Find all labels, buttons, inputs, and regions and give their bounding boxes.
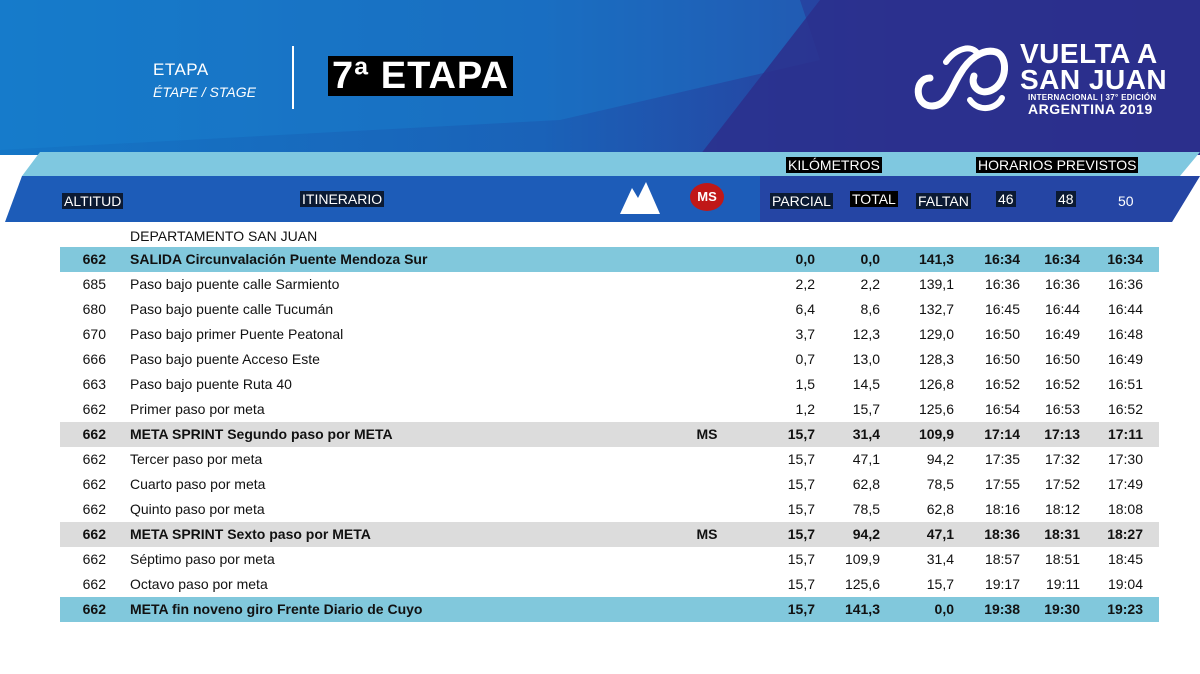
parcial-km-cell: 3,7 bbox=[795, 326, 815, 342]
table-row bbox=[60, 522, 1159, 547]
itinerary-cell: Primer paso por meta bbox=[130, 401, 265, 417]
parcial-km-cell: 2,2 bbox=[795, 276, 815, 292]
itinerary-cell: META SPRINT Sexto paso por META bbox=[130, 526, 371, 542]
altitude-cell: 663 bbox=[82, 376, 106, 392]
itinerary-cell: META SPRINT Segundo paso por META bbox=[130, 426, 393, 442]
parcial-km-cell: 15,7 bbox=[787, 451, 815, 467]
time-46-cell: 19:38 bbox=[984, 601, 1020, 617]
table-row bbox=[60, 397, 1159, 422]
total-km-cell: 62,8 bbox=[852, 476, 880, 492]
time-48-cell: 16:53 bbox=[1044, 401, 1080, 417]
time-46-cell: 19:17 bbox=[984, 576, 1020, 592]
time-50-cell: 16:51 bbox=[1107, 376, 1143, 392]
parcial-km-cell: 15,7 bbox=[787, 601, 815, 617]
altitude-cell: 662 bbox=[82, 576, 106, 592]
total-km-cell: 13,0 bbox=[852, 351, 880, 367]
parcial-km-cell: 15,7 bbox=[787, 501, 815, 517]
time-46-cell: 17:55 bbox=[984, 476, 1020, 492]
faltan-km-cell: 47,1 bbox=[926, 526, 954, 542]
time-50-cell: 18:08 bbox=[1107, 501, 1143, 517]
faltan-km-cell: 78,5 bbox=[926, 476, 954, 492]
faltan-km-cell: 141,3 bbox=[918, 251, 954, 267]
itinerario-heading: ITINERARIO bbox=[302, 191, 383, 207]
itinerary-cell: Octavo paso por meta bbox=[130, 576, 268, 592]
altitude-cell: 670 bbox=[82, 326, 106, 342]
altitude-cell: 685 bbox=[82, 276, 106, 292]
faltan-km-cell: 109,9 bbox=[918, 426, 954, 442]
horario-46-heading: 46 bbox=[998, 191, 1014, 207]
itinerary-cell: Quinto paso por meta bbox=[130, 501, 265, 517]
etapa-label: ETAPA bbox=[153, 60, 209, 79]
logo-line-4: ARGENTINA 2019 bbox=[1028, 101, 1153, 117]
total-km-cell: 47,1 bbox=[852, 451, 880, 467]
time-48-cell: 16:44 bbox=[1044, 301, 1080, 317]
faltan-km-cell: 15,7 bbox=[926, 576, 954, 592]
time-46-cell: 16:52 bbox=[984, 376, 1020, 392]
parcial-km-cell: 0,0 bbox=[795, 251, 815, 267]
time-50-cell: 16:36 bbox=[1107, 276, 1143, 292]
altitude-cell: 662 bbox=[82, 551, 106, 567]
time-50-cell: 17:11 bbox=[1107, 426, 1143, 442]
table-row bbox=[60, 597, 1159, 622]
altitude-cell: 680 bbox=[82, 301, 106, 317]
altitude-cell: 662 bbox=[82, 501, 106, 517]
parcial-km-cell: 15,7 bbox=[787, 526, 815, 542]
faltan-heading: FALTAN bbox=[918, 193, 969, 209]
itinerary-cell: Paso bajo puente Ruta 40 bbox=[130, 376, 292, 392]
stage-title: 7ª ETAPA bbox=[328, 56, 513, 96]
parcial-km-cell: 0,7 bbox=[795, 351, 815, 367]
table-row bbox=[60, 347, 1159, 372]
altitude-cell: 662 bbox=[82, 526, 106, 542]
total-km-cell: 2,2 bbox=[860, 276, 880, 292]
time-50-cell: 18:27 bbox=[1107, 526, 1143, 542]
stage-header bbox=[0, 0, 1200, 155]
time-46-cell: 16:45 bbox=[984, 301, 1020, 317]
table-row bbox=[60, 572, 1159, 597]
altitude-cell: 662 bbox=[82, 426, 106, 442]
time-48-cell: 19:30 bbox=[1044, 601, 1080, 617]
time-50-cell: 16:44 bbox=[1107, 301, 1143, 317]
time-50-cell: 17:30 bbox=[1107, 451, 1143, 467]
time-50-cell: 16:34 bbox=[1107, 251, 1143, 267]
parcial-km-cell: 15,7 bbox=[787, 426, 815, 442]
table-row bbox=[60, 297, 1159, 322]
time-48-cell: 18:12 bbox=[1044, 501, 1080, 517]
parcial-heading: PARCIAL bbox=[772, 193, 831, 209]
meta-sprint-badge: MS bbox=[690, 183, 724, 211]
altitude-cell: 662 bbox=[82, 451, 106, 467]
department-label: DEPARTAMENTO SAN JUAN bbox=[130, 228, 318, 244]
parcial-km-cell: 15,7 bbox=[787, 551, 815, 567]
time-50-cell: 19:04 bbox=[1107, 576, 1143, 592]
total-km-cell: 125,6 bbox=[844, 576, 880, 592]
total-km-cell: 0,0 bbox=[860, 251, 880, 267]
table-row bbox=[60, 372, 1159, 397]
table-row bbox=[60, 247, 1159, 272]
horario-48-heading: 48 bbox=[1058, 191, 1074, 207]
horarios-previstos-heading: HORARIOS PREVISTOS bbox=[978, 157, 1137, 173]
itinerary-cell: Tercer paso por meta bbox=[130, 451, 263, 467]
etapa-subtitle: ÉTAPE / STAGE bbox=[153, 84, 256, 100]
table-row bbox=[60, 472, 1159, 497]
faltan-km-cell: 126,8 bbox=[918, 376, 954, 392]
faltan-km-cell: 129,0 bbox=[918, 326, 954, 342]
altitude-cell: 662 bbox=[82, 476, 106, 492]
table-row bbox=[60, 547, 1159, 572]
parcial-km-cell: 15,7 bbox=[787, 476, 815, 492]
total-km-cell: 31,4 bbox=[852, 426, 880, 442]
total-km-cell: 14,5 bbox=[852, 376, 880, 392]
total-km-cell: 8,6 bbox=[860, 301, 880, 317]
time-48-cell: 16:49 bbox=[1044, 326, 1080, 342]
time-46-cell: 16:54 bbox=[984, 401, 1020, 417]
time-48-cell: 17:52 bbox=[1044, 476, 1080, 492]
altitude-cell: 662 bbox=[82, 401, 106, 417]
time-48-cell: 16:34 bbox=[1044, 251, 1080, 267]
time-50-cell: 19:23 bbox=[1107, 601, 1143, 617]
time-48-cell: 18:31 bbox=[1044, 526, 1080, 542]
itinerary-cell: Paso bajo puente calle Tucumán bbox=[130, 301, 334, 317]
time-46-cell: 18:16 bbox=[984, 501, 1020, 517]
cycling-wheel-logo-icon bbox=[912, 38, 1012, 116]
time-48-cell: 16:50 bbox=[1044, 351, 1080, 367]
time-46-cell: 18:36 bbox=[984, 526, 1020, 542]
faltan-km-cell: 139,1 bbox=[918, 276, 954, 292]
faltan-km-cell: 132,7 bbox=[918, 301, 954, 317]
time-48-cell: 16:36 bbox=[1044, 276, 1080, 292]
horario-50-heading: 50 bbox=[1118, 193, 1134, 209]
altitude-cell: 662 bbox=[82, 251, 106, 267]
faltan-km-cell: 62,8 bbox=[926, 501, 954, 517]
itinerary-cell: Cuarto paso por meta bbox=[130, 476, 266, 492]
time-50-cell: 16:49 bbox=[1107, 351, 1143, 367]
total-km-cell: 94,2 bbox=[852, 526, 880, 542]
total-km-cell: 12,3 bbox=[852, 326, 880, 342]
faltan-km-cell: 94,2 bbox=[926, 451, 954, 467]
altitude-cell: 662 bbox=[82, 601, 106, 617]
itinerary-cell: Paso bajo puente Acceso Este bbox=[130, 351, 320, 367]
time-50-cell: 16:48 bbox=[1107, 326, 1143, 342]
itinerary-cell: Paso bajo puente calle Sarmiento bbox=[130, 276, 340, 292]
altitude-cell: 666 bbox=[82, 351, 106, 367]
total-km-cell: 15,7 bbox=[852, 401, 880, 417]
faltan-km-cell: 125,6 bbox=[918, 401, 954, 417]
logo-line-1: VUELTA A bbox=[1020, 38, 1158, 69]
time-46-cell: 16:34 bbox=[984, 251, 1020, 267]
race-logo bbox=[912, 38, 1172, 118]
itinerary-cell: SALIDA Circunvalación Puente Mendoza Sur bbox=[130, 251, 428, 267]
time-48-cell: 16:52 bbox=[1044, 376, 1080, 392]
parcial-km-cell: 1,5 bbox=[795, 376, 815, 392]
time-50-cell: 17:49 bbox=[1107, 476, 1143, 492]
parcial-km-cell: 6,4 bbox=[795, 301, 815, 317]
time-46-cell: 18:57 bbox=[984, 551, 1020, 567]
total-km-cell: 109,9 bbox=[844, 551, 880, 567]
table-row bbox=[60, 422, 1159, 447]
time-48-cell: 19:11 bbox=[1046, 576, 1080, 592]
itinerary-cell: META fin noveno giro Frente Diario de Cuyo bbox=[130, 601, 423, 617]
time-46-cell: 16:50 bbox=[984, 326, 1020, 342]
time-48-cell: 17:13 bbox=[1044, 426, 1080, 442]
time-48-cell: 18:51 bbox=[1044, 551, 1080, 567]
faltan-km-cell: 0,0 bbox=[934, 601, 954, 617]
time-50-cell: 16:52 bbox=[1107, 401, 1143, 417]
table-row bbox=[60, 272, 1159, 297]
time-48-cell: 17:32 bbox=[1044, 451, 1080, 467]
time-46-cell: 17:35 bbox=[984, 451, 1020, 467]
itinerary-cell: Paso bajo primer Puente Peatonal bbox=[130, 326, 344, 342]
total-km-cell: 78,5 bbox=[852, 501, 880, 517]
total-heading: TOTAL bbox=[852, 191, 896, 207]
faltan-km-cell: 31,4 bbox=[926, 551, 954, 567]
time-46-cell: 17:14 bbox=[984, 426, 1020, 442]
table-row bbox=[60, 447, 1159, 472]
meta-sprint-cell: MS bbox=[696, 526, 718, 542]
mountain-icon bbox=[620, 180, 660, 214]
table-row bbox=[60, 322, 1159, 347]
altitud-heading: ALTITUD bbox=[64, 193, 122, 209]
total-km-cell: 141,3 bbox=[844, 601, 880, 617]
time-50-cell: 18:45 bbox=[1107, 551, 1143, 567]
faltan-km-cell: 128,3 bbox=[918, 351, 954, 367]
parcial-km-cell: 15,7 bbox=[787, 576, 815, 592]
kilometros-heading: KILÓMETROS bbox=[788, 157, 880, 173]
time-46-cell: 16:36 bbox=[984, 276, 1020, 292]
time-46-cell: 16:50 bbox=[984, 351, 1020, 367]
logo-line-3: INTERNACIONAL | 37° EDICIÓN bbox=[1028, 93, 1157, 102]
header-divider bbox=[292, 46, 294, 109]
itinerary-cell: Séptimo paso por meta bbox=[130, 551, 275, 567]
logo-line-2: SAN JUAN bbox=[1020, 64, 1168, 95]
parcial-km-cell: 1,2 bbox=[795, 401, 815, 417]
meta-sprint-cell: MS bbox=[696, 426, 718, 442]
table-row bbox=[60, 497, 1159, 522]
